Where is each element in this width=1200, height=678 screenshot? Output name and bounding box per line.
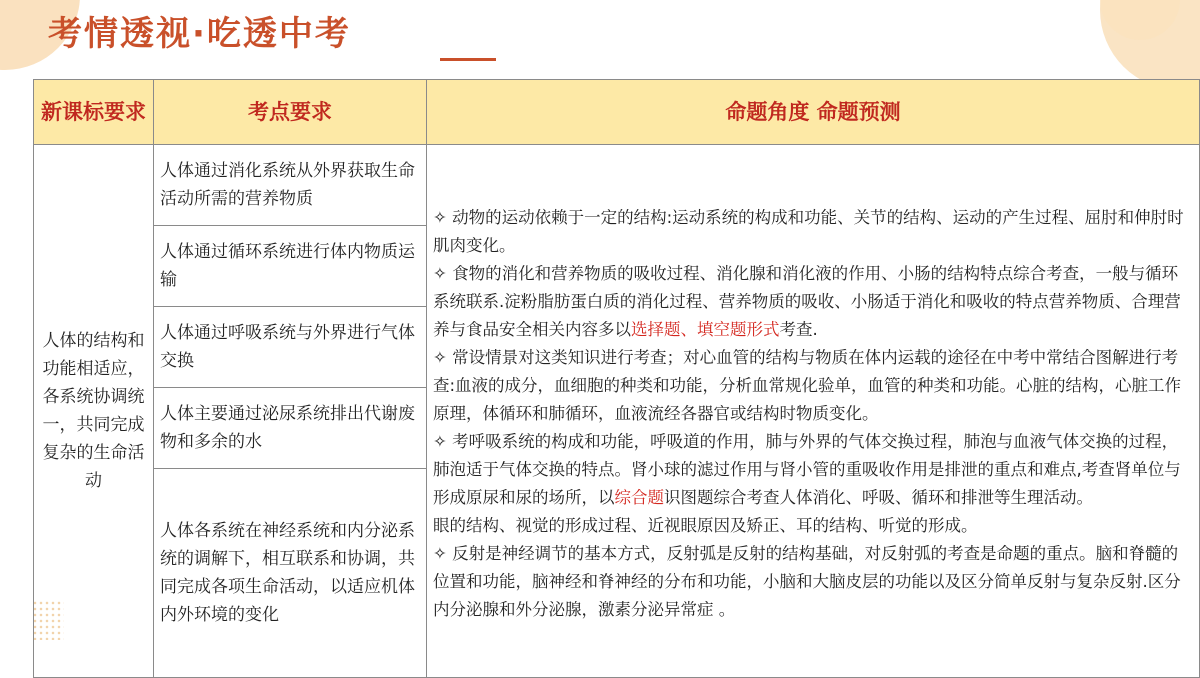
exam-point-urinary: 人体主要通过泌尿系统排出代谢废物和多余的水 [154,388,427,469]
prediction-circulation: ✧ 常设情景对这类知识进行考查；对心血管的结构与物质在体内运载的途径在中考中常结合图解进行考查:血液的成分，血细胞的种类和功能，分析血常规化验单，血管的种类和功能。心脏的结构，心脏工作原理，体循环和肺循环，血液流经各器官或结构时物质变化。 [433,348,1182,423]
highlight-question-types: 选择题、填空题形式 [631,320,780,339]
highlight-comprehensive: 综合题 [614,488,664,507]
page-title: 考情透视·吃透中考 [48,14,351,54]
table-row [34,145,1200,226]
header-curriculum-requirement: 新课标要求 [34,80,154,145]
exam-point-digestive: 人体通过消化系统从外界获取生命活动所需的营养物质 [154,145,427,226]
header-exam-points: 考点要求 [154,80,427,145]
title-underline [440,58,496,61]
header-question-prediction: 命题角度 命题预测 [427,80,1200,145]
prediction-respiration-excretion: ✧ 考呼吸系统的构成和功能，呼吸道的作用，肺与外界的气体交换过程，肺泡与血液气体交换的过程，肺泡适于气体交换的特点。肾小球的滤过作用与肾小管的重吸收作用是排泄的重点和难点,考查肾单位与形成原尿和尿的场所，以综合题识图题综合考查人体消化、呼吸、循环和排泄等生理活动。 [433,432,1181,507]
prediction-motion: ✧ 动物的运动依赖于一定的结构:运动系统的构成和功能、关节的结构、运动的产生过程、屈肘和伸肘时肌肉变化。 [433,208,1184,255]
prediction-digestion: ✧ 食物的消化和营养物质的吸收过程、消化腺和消化液的作用、小肠的结构特点综合考查，一般与循环系统联系.淀粉脂肪蛋白质的消化过程、营养物质的吸收、小肠适于消化和吸收的特点营养物质、合理营养与食品安全相关内容多以选择题、填空题形式考查. [433,264,1181,339]
table-header-row [34,80,1200,145]
curriculum-requirement-cell: 人体的结构和功能相适应，各系统协调统一，共同完成复杂的生命活动 [34,145,154,678]
prediction-senses: 眼的结构、视觉的形成过程、近视眼原因及矫正、耳的结构、听觉的形成。 [433,516,978,535]
exam-analysis-table [33,79,1200,678]
prediction-cell [427,145,1200,678]
exam-point-respiratory: 人体通过呼吸系统与外界进行气体交换 [154,307,427,388]
prediction-nervous: ✧ 反射是神经调节的基本方式，反射弧是反射的结构基础，对反射弧的考查是命题的重点。脑和脊髓的位置和功能，脑神经和脊神经的分布和功能，小脑和大脑皮层的功能以及区分简单反射与复杂反射.区分内分泌腺和外分泌腺，激素分泌异常症 。 [433,544,1181,619]
exam-point-regulation: 人体各系统在神经系统和内分泌系统的调解下，相互联系和协调，共同完成各项生命活动，以适应机体内外环境的变化 [154,469,427,678]
exam-point-circulatory: 人体通过循环系统进行体内物质运输 [154,226,427,307]
